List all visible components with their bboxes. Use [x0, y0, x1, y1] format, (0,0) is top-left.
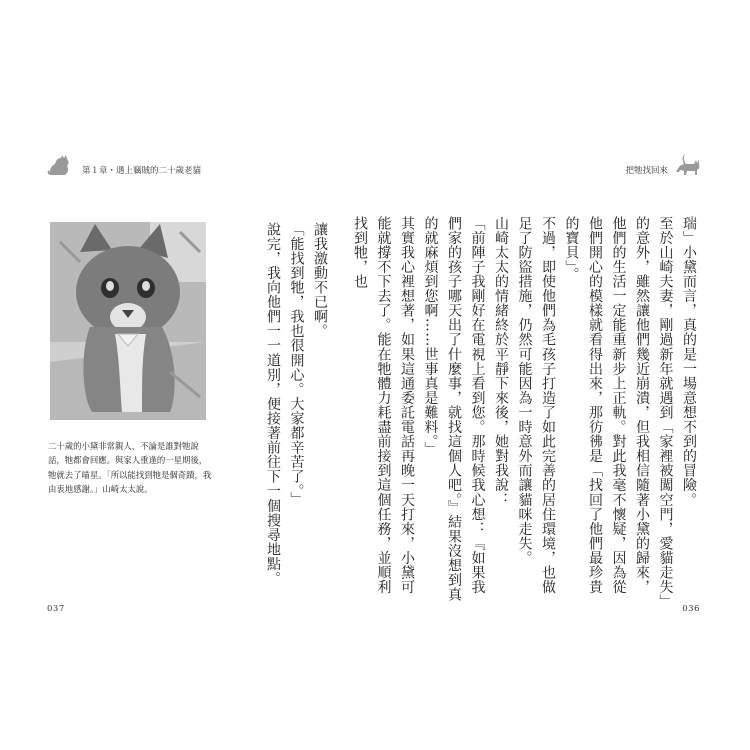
left-running-head-text: 第１章・遇上竊賊的二十歲老貓	[82, 166, 202, 176]
paragraph: 「前陣子我剛好在電視上看到您。那時候我心想：『如果我們家的孩子哪天出了什麼事，就找這個人吧。』結果沒想到真的就麻煩到您啊……世事真是難料。」	[422, 216, 486, 602]
right-body-text	[352, 216, 700, 606]
paragraph: 讓我激動不已啊。	[312, 222, 328, 339]
left-page-number: 037	[47, 604, 65, 614]
right-running-head	[625, 152, 704, 176]
paragraph: 瑞」小黛而言，真的是一場意想不到的冒險。	[681, 216, 697, 507]
walking-cat-icon	[674, 152, 704, 176]
right-running-head-text: 把牠找回來	[625, 166, 668, 176]
paragraph: 山崎太太的情緒終於平靜下來後，她對我說：	[493, 216, 509, 507]
paragraph: 不過，即使他們為毛孩子打造了如此完善的居住環境，也做足了防盜措施，仍然可能因為一時意外而讓貓咪走失。	[516, 216, 556, 595]
left-running-head	[46, 152, 201, 176]
left-body-text	[223, 222, 331, 612]
cat-photo	[50, 222, 206, 420]
right-page-number: 036	[682, 604, 700, 614]
right-page	[352, 0, 750, 750]
paragraph: 其實我心裡想著，如果這通委託電話再晚一天打來，小黛可能就撐不下去了。能在牠體力耗盡前接到這個任務，並順利找到牠，也	[352, 216, 415, 595]
paragraph: 「能找到牠，我也很開心。大家都辛苦了。」	[288, 222, 305, 506]
paragraph: 至於山崎夫妻，剛過新年就遇到「家裡被闖空門，愛貓走失」的意外，雖然讓他們幾近崩潰，但我相信隨著小黛的歸來，他們的生活一定能重新步上正軌。對此我毫不懷疑，因為從他們開心的模樣就看得出來，那彷彿是「找回了他們最珍貴的寶貝」。	[563, 216, 674, 602]
photo-caption: 二十歲的小黛非常親人，不論是誰對牠說話，牠都會回應。與家人重逢的一星期後，牠就去了喵星。「所以能找到牠是個奇蹟，我由衷地感謝。」山崎太太說。	[48, 441, 212, 495]
paragraph: 說完，我向他們一一道別，便接著前往下一個搜尋地點。	[265, 222, 281, 586]
sitting-cat-icon	[46, 152, 76, 176]
